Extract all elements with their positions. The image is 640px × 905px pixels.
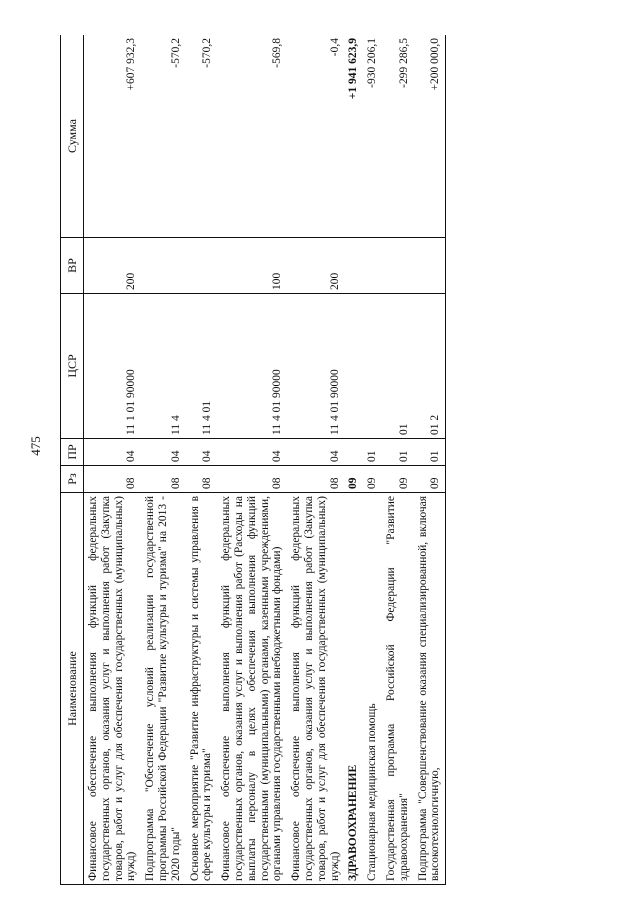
table-row bbox=[84, 35, 142, 885]
row-name: Финансовое обеспечение выполнения функций федеральных государственных органов, оказания услуг и выполнения работ (Расходы на выплаты персоналу в целях обеспечения выполнения функций государственными (муниципальными) органами, казенными учреждениями, органами управления государственными внебюджетными фондами) bbox=[217, 493, 287, 885]
row-sum: +1 941 623,9 bbox=[344, 35, 363, 238]
rotated-table-container bbox=[60, 35, 600, 885]
table-header-row bbox=[61, 35, 84, 885]
row-rz: 08 bbox=[287, 466, 344, 493]
row-name: Подпрограмма "Обеспечение условий реализации государственной программы Российской Федерации "Развитие культуры и туризма" на 2013 - 2020 годы" bbox=[141, 493, 185, 885]
row-sum: -0,4 bbox=[287, 35, 344, 238]
row-sum: -570,2 bbox=[141, 35, 185, 238]
row-rz: 08 bbox=[186, 466, 218, 493]
row-pr: 04 bbox=[217, 439, 287, 466]
row-rz: 08 bbox=[141, 466, 185, 493]
table-row bbox=[414, 35, 446, 885]
row-vr: 200 bbox=[84, 238, 142, 294]
row-pr: 04 bbox=[287, 439, 344, 466]
header-pr: ПР bbox=[61, 439, 84, 466]
row-sum: -930 206,1 bbox=[363, 35, 382, 238]
page-number: 475 bbox=[28, 436, 43, 456]
header-name: Наименование bbox=[61, 493, 84, 885]
row-pr: 04 bbox=[141, 439, 185, 466]
row-pr: 01 bbox=[414, 439, 446, 466]
table-row bbox=[141, 35, 185, 885]
row-vr bbox=[363, 238, 382, 294]
row-sum: -299 286,5 bbox=[382, 35, 414, 238]
row-csr: 11 4 bbox=[141, 294, 185, 439]
row-name: Финансовое обеспечение выполнения функций федеральных государственных органов, оказания услуг и выполнения работ (Закупка товаров, работ и услуг для обеспечения государственных (муниципальных) нужд) bbox=[287, 493, 344, 885]
row-vr bbox=[344, 238, 363, 294]
row-sum: -570,2 bbox=[186, 35, 218, 238]
row-vr bbox=[414, 238, 446, 294]
row-sum: +200 000,0 bbox=[414, 35, 446, 238]
row-vr: 200 bbox=[287, 238, 344, 294]
table-row bbox=[287, 35, 344, 885]
table-row bbox=[363, 35, 382, 885]
header-sum: Сумма bbox=[61, 35, 84, 238]
row-name: ЗДРАВООХРАНЕНИЕ bbox=[344, 493, 363, 885]
row-rz: 09 bbox=[363, 466, 382, 493]
row-csr bbox=[344, 294, 363, 439]
table-row-section bbox=[344, 35, 363, 885]
budget-table bbox=[60, 35, 446, 885]
table-row bbox=[382, 35, 414, 885]
row-name: Подпрограмма "Совершенствование оказания специализированной, включая высокотехнологичную, bbox=[414, 493, 446, 885]
row-rz: 09 bbox=[382, 466, 414, 493]
row-csr: 11 1 01 90000 bbox=[84, 294, 142, 439]
row-csr: 11 4 01 90000 bbox=[287, 294, 344, 439]
row-vr bbox=[382, 238, 414, 294]
row-name: Стационарная медицинская помощь bbox=[363, 493, 382, 885]
header-csr: ЦСР bbox=[61, 294, 84, 439]
row-csr: 11 4 01 90000 bbox=[217, 294, 287, 439]
row-sum: +607 932,3 bbox=[84, 35, 142, 238]
row-vr: 100 bbox=[217, 238, 287, 294]
row-name: Основное мероприятие "Развитие инфраструктуры и системы управления в сфере культуры и туризма" bbox=[186, 493, 218, 885]
row-pr: 01 bbox=[363, 439, 382, 466]
row-pr: 01 bbox=[382, 439, 414, 466]
table-row bbox=[217, 35, 287, 885]
row-rz: 08 bbox=[84, 466, 142, 493]
row-csr: 11 4 01 bbox=[186, 294, 218, 439]
row-csr: 01 2 bbox=[414, 294, 446, 439]
row-rz: 08 bbox=[217, 466, 287, 493]
row-sum: -569,8 bbox=[217, 35, 287, 238]
table-viewport bbox=[60, 35, 600, 885]
row-pr: 04 bbox=[84, 439, 142, 466]
row-csr: 01 bbox=[382, 294, 414, 439]
row-pr bbox=[344, 439, 363, 466]
table-row bbox=[186, 35, 218, 885]
row-name: Финансовое обеспечение выполнения функций федеральных государственных органов, оказания услуг и выполнения работ (Закупка товаров, работ и услуг для обеспечения государственных (муниципальных) нужд) bbox=[84, 493, 142, 885]
row-vr bbox=[186, 238, 218, 294]
row-rz: 09 bbox=[414, 466, 446, 493]
row-rz: 09 bbox=[344, 466, 363, 493]
row-vr bbox=[141, 238, 185, 294]
row-name: Государственная программа Российской Федерации "Развитие здравоохранения" bbox=[382, 493, 414, 885]
row-csr bbox=[363, 294, 382, 439]
header-vr: ВР bbox=[61, 238, 84, 294]
row-pr: 04 bbox=[186, 439, 218, 466]
header-rz: Рз bbox=[61, 466, 84, 493]
